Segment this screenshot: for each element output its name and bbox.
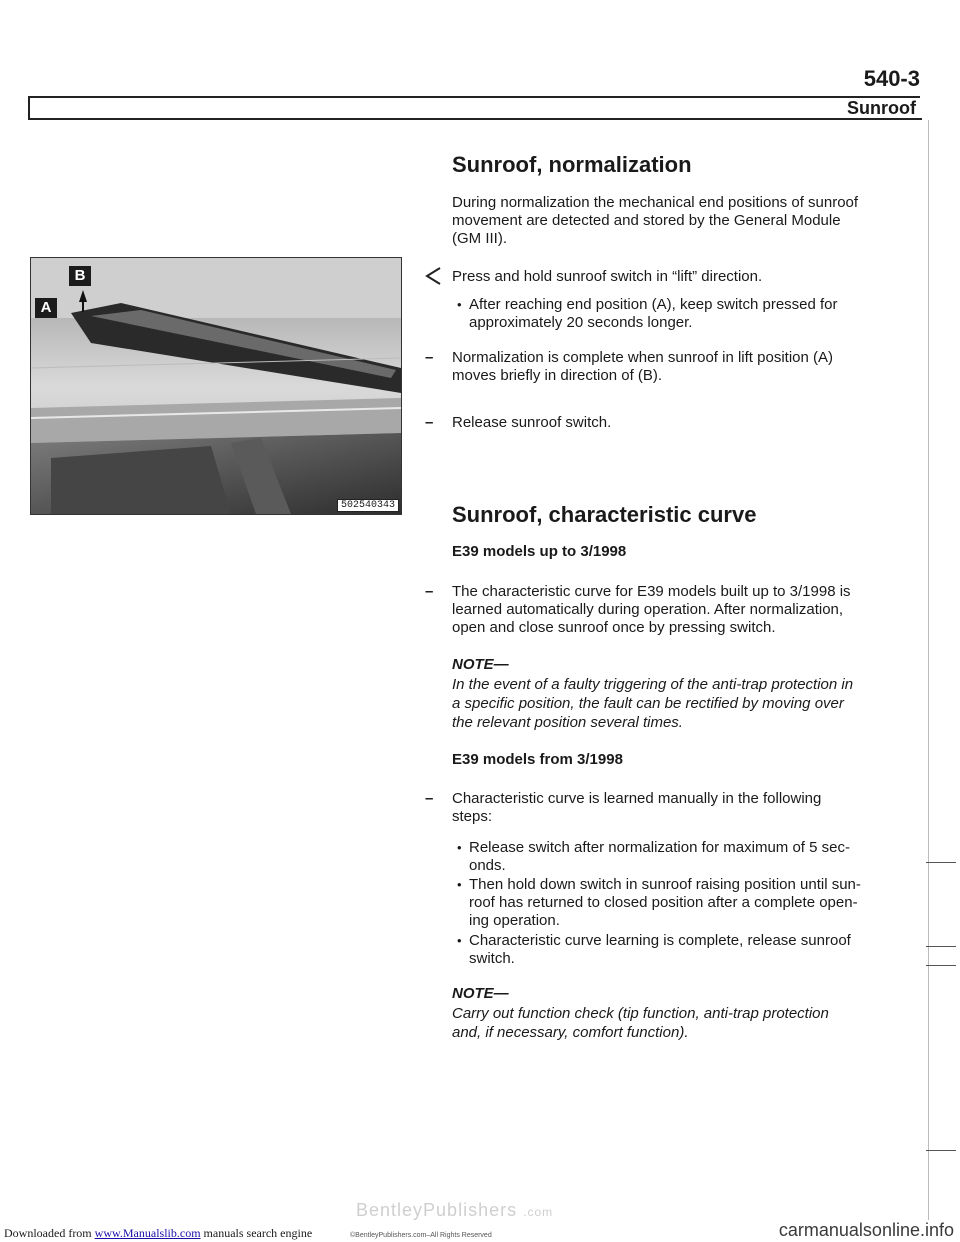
manualslib-link[interactable]: www.Manualslib.com: [94, 1226, 201, 1240]
bullet-hold-down: [469, 876, 861, 930]
step-press-hold: Press and hold sunroof switch in “lift” direction.: [452, 268, 763, 285]
dash-line: – Characteristic curve is learned manually in the following: [452, 790, 822, 807]
callout-a: A: [35, 298, 57, 318]
dash-line: open and close sunroof once by pressing switch.: [452, 619, 776, 636]
dash-line: – The characteristic curve for E39 models built up to 3/1998 is: [452, 583, 851, 600]
bentley-watermark: [356, 1200, 553, 1221]
sunroof-photo: [30, 257, 402, 515]
intro-line: (GM III).: [452, 230, 507, 247]
carmanualsonline-mark: carmanualsonline.info: [778, 1220, 954, 1240]
note-line: In the event of a faulty triggering of the anti-trap protection in: [452, 676, 854, 693]
dash-line: learned automatically during operation. After normalization,: [452, 601, 844, 618]
normalization-title: Sunroof, normalization: [452, 152, 692, 177]
note-anti-trap: [452, 675, 853, 732]
bullet-learning-complete: [469, 932, 851, 968]
header-rule: [28, 96, 920, 98]
note-label: NOTE—: [452, 985, 509, 1002]
dash-release-switch: – Release sunroof switch.: [452, 414, 611, 432]
dash-line: steps:: [452, 808, 493, 825]
bullet-line: switch.: [469, 950, 515, 967]
bullet-line: onds.: [469, 857, 506, 874]
note-line: the relevant position several times.: [452, 714, 683, 731]
bullet-line: • After reaching end position (A), keep switch pressed for: [469, 296, 838, 313]
bullet-line: • Characteristic curve learning is complete, release sunroof: [469, 932, 851, 949]
margin-tick: [926, 965, 956, 966]
dash-line: – Normalization is complete when sunroof in lift position (A): [452, 349, 833, 366]
note-label: NOTE—: [452, 656, 509, 673]
watermark-text: BentleyPublishers: [356, 1200, 518, 1220]
dash-auto-learned: [452, 583, 851, 637]
normalization-intro: [452, 194, 858, 248]
margin-rule: [928, 120, 929, 1220]
margin-tick: [926, 946, 956, 947]
margin-tick: [926, 862, 956, 863]
footer-prefix: Downloaded from: [4, 1226, 92, 1240]
callout-b: B: [69, 266, 91, 286]
bullet-end-position: [469, 296, 838, 332]
footer-copyright: ©BentleyPublishers.com–All Rights Reserved: [350, 1232, 492, 1239]
sunroof-photo-illustration: [31, 258, 401, 514]
footer-suffix: manuals search engine: [203, 1226, 313, 1240]
dash-normalization-complete: [452, 349, 833, 385]
footer-download-note: [4, 1226, 312, 1241]
bullet-line: • Then hold down switch in sunroof raising position until sun-: [469, 876, 861, 893]
figure-code: 502540343: [337, 499, 399, 512]
section-tag: Sunroof: [847, 98, 916, 118]
note-line: and, if necessary, comfort function).: [452, 1024, 689, 1041]
note-line: a specific position, the fault can be rectified by moving over: [452, 695, 844, 712]
watermark-sub: .com: [523, 1205, 554, 1219]
left-arrow-icon: [424, 266, 444, 286]
dash-manual-learning: [452, 790, 821, 826]
subhead-up-to-1998: E39 models up to 3/1998: [452, 543, 627, 560]
bullet-release-switch: [469, 839, 850, 875]
bullet-line: approximately 20 seconds longer.: [469, 314, 693, 331]
margin-tick: [926, 1150, 956, 1151]
bullet-line: roof has returned to closed position after a complete open-: [469, 894, 858, 911]
subhead-from-1998: E39 models from 3/1998: [452, 751, 623, 768]
note-function-check: [452, 1004, 829, 1042]
curve-title: Sunroof, characteristic curve: [452, 502, 757, 527]
bullet-line: • Release switch after normalization for maximum of 5 sec-: [469, 839, 850, 856]
dash-line: moves briefly in direction of (B).: [452, 367, 663, 384]
page-number: 540-3: [863, 66, 920, 91]
note-line: Carry out function check (tip function, anti-trap protection: [452, 1005, 829, 1022]
intro-line: During normalization the mechanical end positions of sunroof: [452, 194, 859, 211]
intro-line: movement are detected and stored by the General Module: [452, 212, 841, 229]
header-bar: [28, 96, 922, 120]
bullet-line: ing operation.: [469, 912, 560, 929]
